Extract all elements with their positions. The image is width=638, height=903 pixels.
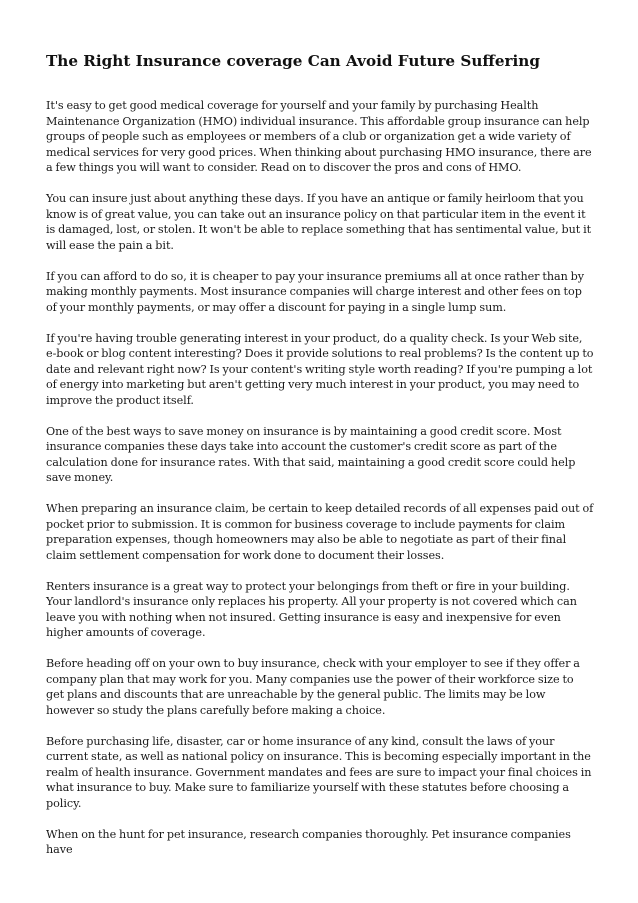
paragraph-employer-plan: Before heading off on your own to buy insurance, check with your employer to see if they offer a company plan that may work for you. Many companies use the power of their workforce size to get plans and discounts that are unreachable by the general public. The limits may be low however so study the plans carefully before making a choice.	[46, 657, 580, 717]
paragraph-quality-check: If you're having trouble generating interest in your product, do a quality check. Is your Web site, e-book or blog content interesting? Does it provide solutions to real problems? Is the content up to date and relevant right now? Is your content's writing style worth reading? If you're pumping a lot of energy into marketing but aren't getting very much interest in your product, you may need to improve the product itself.	[46, 331, 594, 407]
paragraph-consult-laws: Before purchasing life, disaster, car or home insurance of any kind, consult the laws of your current state, as well as national policy on insurance. This is becoming especially important in the realm of health insurance. Government mandates and fees are sure to impact your final choices in what insurance to buy. Make sure to familiarize yourself with these statutes before choosing a policy.	[46, 734, 592, 810]
page-title: The Right Insurance coverage Can Avoid Future Suffering	[46, 52, 540, 70]
paragraph-hmo-coverage: It's easy to get good medical coverage for yourself and your family by purchasing Health Maintenance Organization (HMO) individual insurance. This affordable group insurance can help groups of people such as employees or members of a club or organization get a wide variety of medical services for very good prices. When thinking about purchasing HMO insurance, there are a few things you will want to consider. Read on to discover the pros and cons of HMO.	[46, 99, 592, 174]
paragraph-credit-score: One of the best ways to save money on insurance is by maintaining a good credit score. Most insurance companies these days take into account the customer's credit score as part of the calculation done for insurance rates. With that said, maintaining a good credit score could help save money.	[46, 424, 576, 484]
paragraph-renters-insurance: Renters insurance is a great way to protect your belongings from theft or fire in your building. Your landlord's insurance only replaces his property. All your property is not covered which can leave you with nothing when not insured. Getting insurance is easy and inexpensive for even higher amounts of coverage.	[46, 579, 577, 639]
paragraph-insure-anything: You can insure just about anything these days. If you have an antique or family heirloom that you know is of great value, you can take out an insurance policy on that particular item in the event it is damaged, lost, or stolen. It won't be able to replace something that has sentimental value, but it will ease the pain a bit.	[46, 192, 592, 252]
paragraph-pet-insurance: When on the hunt for pet insurance, research companies thoroughly. Pet insurance companies have	[46, 827, 571, 856]
paragraph-pay-premiums: If you can afford to do so, it is cheaper to pay your insurance premiums all at once rather than by making monthly payments. Most insurance companies will charge interest and other fees on top of your monthly payments, or may offer a discount for paying in a single lump sum.	[46, 269, 585, 314]
paragraph-insurance-claim: When preparing an insurance claim, be certain to keep detailed records of all expenses paid out of pocket prior to submission. It is common for business coverage to include payments for claim preparation expenses, though homeowners may also be able to negotiate as part of their final claim settlement compensation for work done to document their losses.	[46, 502, 594, 562]
document-body	[46, 98, 594, 873]
